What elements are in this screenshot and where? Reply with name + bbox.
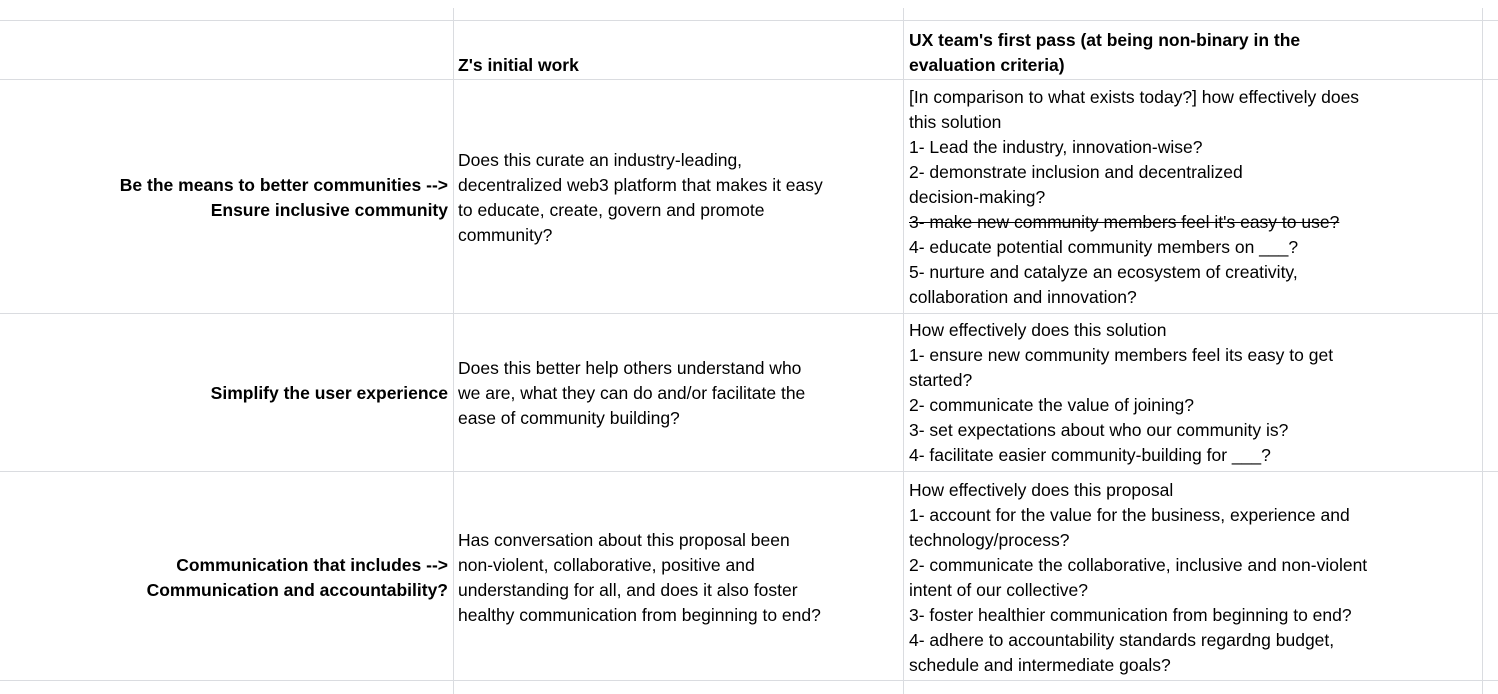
cell-text-line: ease of community building?: [458, 408, 680, 428]
initial-work-cell[interactable]: [458, 356, 898, 431]
cell-text-line: Has conversation about this proposal been: [458, 530, 790, 550]
ux-pass-cell[interactable]: [909, 318, 1479, 468]
cell-text-line: non-violent, collaborative, positive and: [458, 555, 755, 575]
cell-text-line: 1- account for the value for the business, experience and: [909, 505, 1350, 525]
cell-text-line: 3- foster healthier communication from beginning to end?: [909, 605, 1352, 625]
grid-line: [903, 8, 904, 694]
row-label-line: Be the means to better communities -->: [119, 175, 448, 195]
cell-text-line: we are, what they can do and/or facilitate the: [458, 383, 806, 403]
header-initial-work: Z's initial work: [458, 55, 579, 75]
cell-text-line: collaboration and innovation?: [909, 287, 1137, 307]
header-cell-a[interactable]: [0, 21, 453, 79]
header-cell-c[interactable]: [909, 28, 1479, 78]
grid-line: [0, 680, 1498, 681]
cell-text-line: this solution: [909, 112, 1002, 132]
cell-text-line: started?: [909, 370, 973, 390]
cell-text-line: 4- facilitate easier community-building for ___?: [909, 445, 1271, 465]
cell-text-line: schedule and intermediate goals?: [909, 655, 1171, 675]
cell-text-line: 4- adhere to accountability standards regardng budget,: [909, 630, 1335, 650]
cell-text-line: 5- nurture and catalyze an ecosystem of creativity,: [909, 262, 1298, 282]
cell-text-line: intent of our collective?: [909, 580, 1088, 600]
header-ux-line: UX team's first pass (at being non-binary in the: [909, 30, 1301, 50]
cell-text-line: 2- demonstrate inclusion and decentralized: [909, 162, 1243, 182]
cell-text-line: technology/process?: [909, 530, 1070, 550]
grid-line: [0, 313, 1498, 314]
cell-text-line: 1- Lead the industry, innovation-wise?: [909, 137, 1203, 157]
strikethrough-text-line: 3- make new community members feel it's easy to use?: [909, 212, 1340, 232]
cell-text-line: 1- ensure new community members feel its easy to get: [909, 345, 1334, 365]
cell-text-line: understanding for all, and does it also foster: [458, 580, 798, 600]
cell-text-line: 3- set expectations about who our community is?: [909, 420, 1289, 440]
row-label-cell[interactable]: [0, 553, 448, 603]
cell-text-line: How effectively does this proposal: [909, 480, 1174, 500]
row-label-line: Simplify the user experience: [210, 383, 448, 403]
cell-text-line: Does this curate an industry-leading,: [458, 150, 743, 170]
row-label-line: Communication and accountability?: [146, 580, 448, 600]
grid-line: [0, 471, 1498, 472]
cell-text-line: 2- communicate the collaborative, inclusive and non-violent: [909, 555, 1368, 575]
cell-text-line: How effectively does this solution: [909, 320, 1167, 340]
cell-text-line: decentralized web3 platform that makes it easy: [458, 175, 823, 195]
header-ux-line: evaluation criteria): [909, 55, 1065, 75]
initial-work-cell[interactable]: [458, 528, 898, 628]
cell-text-line: decision-making?: [909, 187, 1046, 207]
ux-pass-cell[interactable]: [909, 478, 1479, 678]
cell-text-line: to educate, create, govern and promote: [458, 200, 765, 220]
row-label-cell[interactable]: [0, 173, 448, 223]
cell-text-line: healthy communication from beginning to end?: [458, 605, 821, 625]
row-label-line: Communication that includes -->: [176, 555, 448, 575]
header-cell-b[interactable]: [458, 53, 898, 78]
row-label-line: Ensure inclusive community: [210, 200, 448, 220]
cell-text-line: 4- educate potential community members on ___?: [909, 237, 1299, 257]
initial-work-cell[interactable]: [458, 148, 898, 248]
grid-line: [1482, 8, 1483, 694]
cell-text-line: community?: [458, 225, 553, 245]
cell-text-line: Does this better help others understand who: [458, 358, 802, 378]
cell-text-line: 2- communicate the value of joining?: [909, 395, 1195, 415]
grid-line: [0, 79, 1498, 80]
grid-line: [453, 8, 454, 694]
row-label-cell[interactable]: [0, 381, 448, 406]
cell-text-line: [In comparison to what exists today?] how effectively does: [909, 87, 1360, 107]
ux-pass-cell[interactable]: [909, 85, 1479, 310]
